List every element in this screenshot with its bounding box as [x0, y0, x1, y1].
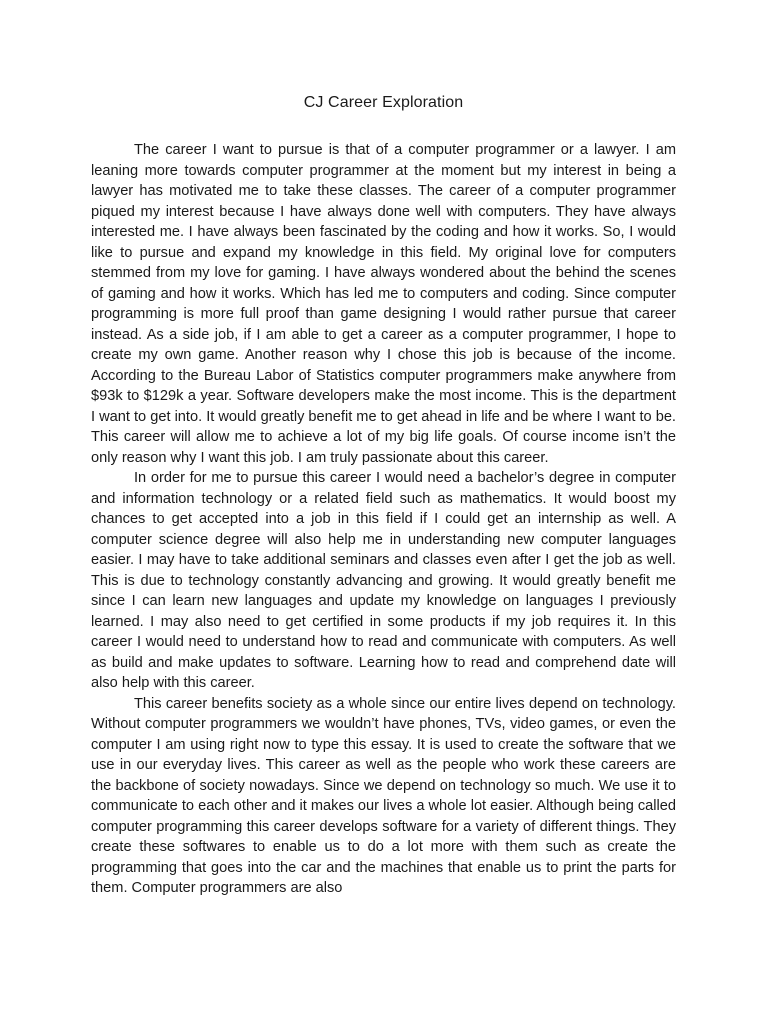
paragraph-2: In order for me to pursue this career I would need a bachelor’s degree in computer and information technology or a related field such as mathematics. It would boost my chances to get accepted into a job in this field if I could get an internship as well. A computer science degree will also help me in understanding new computer languages easier. I may have to take additional seminars and classes even after I get the job as well. This is due to technology constantly advancing and growing. It would greatly benefit me since I can learn new languages and update my knowledge on languages I previously learned. I may also need to get certified in some products if my job requires it. In this career I would need to understand how to read and communicate with computers. As well as build and make updates to software. Learning how to read and comprehend date will also help with this career. — [91, 470, 676, 691]
paragraph-3: This career benefits society as a whole since our entire lives depend on technology. Without computer programmers we wouldn’t have phones, TVs, video games, or even the computer I am using right now to type this essay. It is used to create the software that we use in our everyday lives. This career as well as the people who work these careers are the backbone of society nowadays. Since we depend on technology so much. We use it to communicate to each other and it makes our lives a whole lot easier. Although being called computer programming this career develops software for a variety of different things. They create these softwares to enable us to do a lot more with them such as create the programming that goes into the car and the machines that enable us to print the parts for them. Computer programmers are also — [91, 695, 676, 896]
paragraph-1: The career I want to pursue is that of a computer programmer or a lawyer. I am leaning more towards computer programmer at the moment but my interest in being a lawyer has motivated me to take these classes. The career of a computer programmer piqued my interest because I have always done well with computers. They have always interested me. I have always been fascinated by the coding and how it works. So, I would like to pursue and expand my knowledge in this field. My original love for computers stemmed from my love for gaming. I have always wondered about the behind the scenes of gaming and how it works. Which has led me to computers and coding. Since computer programming is more full proof than game designing I would rather pursue that career instead. As a side job, if I am able to get a career as a computer programmer, I hope to create my own game. Another reason why I chose this job is because of the income. According to the Bureau Labor of Statistics computer programmers make anywhere from $93k to $129k a year. Software developers make the most income. This is the department I want to get into. It would greatly benefit me to get ahead in life and be where I want to be. This career will allow me to achieve a lot of my big life goals. Of course income isn’t the only reason why I want this job. I am truly passionate about this career. — [91, 142, 676, 466]
document-body — [91, 140, 676, 899]
document-title: CJ Career Exploration — [303, 94, 464, 111]
